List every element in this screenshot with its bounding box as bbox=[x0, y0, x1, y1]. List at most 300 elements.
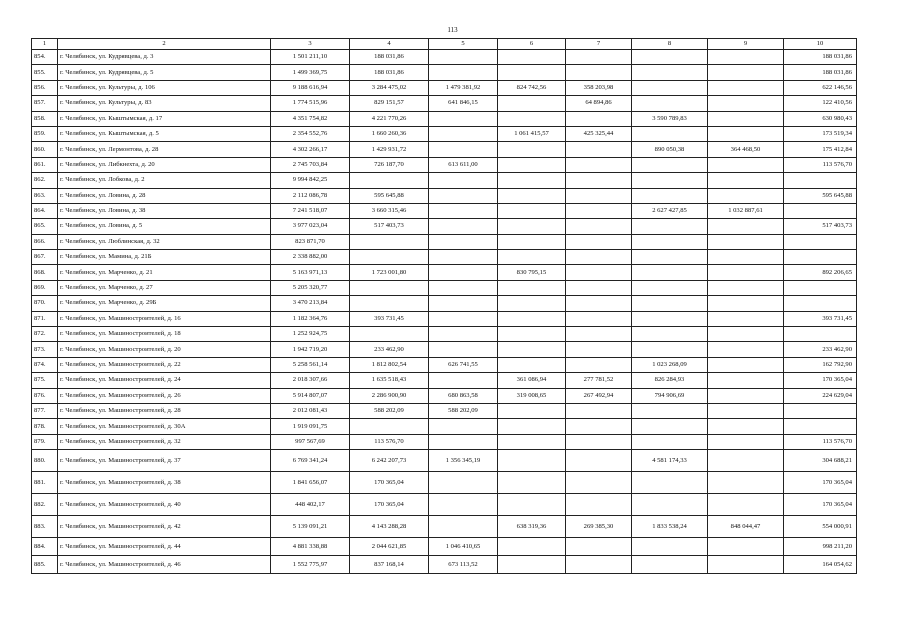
cell-col-6 bbox=[498, 556, 566, 574]
row-number: 857. bbox=[32, 96, 58, 111]
cell-col-3: 1 841 656,07 bbox=[271, 472, 350, 494]
row-number: 865. bbox=[32, 219, 58, 234]
cell-col-10: 393 731,45 bbox=[784, 311, 857, 326]
cell-col-5 bbox=[429, 327, 498, 342]
row-number: 873. bbox=[32, 342, 58, 357]
address-cell: г. Челябинск, ул. Машиностроителей, д. 18 bbox=[58, 327, 271, 342]
cell-col-4 bbox=[350, 419, 429, 434]
row-number: 884. bbox=[32, 538, 58, 556]
address-cell: г. Челябинск, ул. Машиностроителей, д. 20 bbox=[58, 342, 271, 357]
table-row bbox=[32, 219, 857, 234]
table-row bbox=[32, 342, 857, 357]
address-cell: г. Челябинск, ул. Кыштымская, д. 17 bbox=[58, 111, 271, 126]
cell-col-9 bbox=[708, 357, 784, 372]
cell-col-3: 2 354 552,76 bbox=[271, 126, 350, 141]
cell-col-8: 1 023 268,09 bbox=[632, 357, 708, 372]
cell-col-5: 588 202,09 bbox=[429, 403, 498, 418]
cell-col-10: 175 412,84 bbox=[784, 142, 857, 157]
cell-col-9 bbox=[708, 188, 784, 203]
cell-col-7: 269 385,30 bbox=[566, 516, 632, 538]
cell-col-10: 162 792,90 bbox=[784, 357, 857, 372]
cell-col-6 bbox=[498, 296, 566, 311]
table-body bbox=[32, 50, 857, 574]
table-row bbox=[32, 265, 857, 280]
cell-col-8 bbox=[632, 327, 708, 342]
cell-col-8: 2 627 427,85 bbox=[632, 203, 708, 218]
cell-col-7 bbox=[566, 327, 632, 342]
cell-col-4: 393 731,45 bbox=[350, 311, 429, 326]
table-row bbox=[32, 234, 857, 249]
cell-col-8 bbox=[632, 419, 708, 434]
cell-col-8 bbox=[632, 296, 708, 311]
address-cell: г. Челябинск, ул. Машиностроителей, д. 38 bbox=[58, 472, 271, 494]
cell-col-3: 448 402,17 bbox=[271, 494, 350, 516]
row-number: 868. bbox=[32, 265, 58, 280]
cell-col-3: 1 942 719,20 bbox=[271, 342, 350, 357]
address-cell: г. Челябинск, ул. Лобкова, д. 2 bbox=[58, 173, 271, 188]
cell-col-7: 277 781,52 bbox=[566, 373, 632, 388]
cell-col-3: 2 018 307,66 bbox=[271, 373, 350, 388]
address-cell: г. Челябинск, ул. Машиностроителей, д. 40 bbox=[58, 494, 271, 516]
cell-col-5 bbox=[429, 373, 498, 388]
cell-col-9 bbox=[708, 126, 784, 141]
cell-col-4: 1 812 802,54 bbox=[350, 357, 429, 372]
cell-col-10: 188 031,86 bbox=[784, 50, 857, 65]
cell-col-4: 113 576,70 bbox=[350, 434, 429, 449]
cell-col-4: 3 660 315,46 bbox=[350, 203, 429, 218]
table-row bbox=[32, 403, 857, 418]
cell-col-6 bbox=[498, 311, 566, 326]
cell-col-3: 1 774 515,96 bbox=[271, 96, 350, 111]
cell-col-8 bbox=[632, 403, 708, 418]
cell-col-5: 680 863,58 bbox=[429, 388, 498, 403]
table-row bbox=[32, 250, 857, 265]
cell-col-7 bbox=[566, 111, 632, 126]
cell-col-7 bbox=[566, 203, 632, 218]
cell-col-6: 361 086,94 bbox=[498, 373, 566, 388]
cell-col-9 bbox=[708, 311, 784, 326]
cell-col-6 bbox=[498, 173, 566, 188]
address-cell: г. Челябинск, ул. Марченко, д. 29Б bbox=[58, 296, 271, 311]
column-header: 7 bbox=[566, 39, 632, 50]
table-row bbox=[32, 419, 857, 434]
cell-col-10: 517 403,73 bbox=[784, 219, 857, 234]
row-number: 870. bbox=[32, 296, 58, 311]
table-row bbox=[32, 96, 857, 111]
cell-col-7 bbox=[566, 342, 632, 357]
cell-col-4: 188 031,86 bbox=[350, 50, 429, 65]
cell-col-10 bbox=[784, 234, 857, 249]
address-cell: г. Челябинск, ул. Машиностроителей, д. 24 bbox=[58, 373, 271, 388]
cell-col-8 bbox=[632, 434, 708, 449]
page-number: 113 bbox=[447, 26, 458, 34]
cell-col-3: 3 977 023,04 bbox=[271, 219, 350, 234]
address-cell: г. Челябинск, ул. Ловина, д. 5 bbox=[58, 219, 271, 234]
cell-col-4: 170 365,04 bbox=[350, 494, 429, 516]
cell-col-6 bbox=[498, 327, 566, 342]
cell-col-9 bbox=[708, 219, 784, 234]
cell-col-8 bbox=[632, 157, 708, 172]
address-cell: г. Челябинск, ул. Культуры, д. 83 bbox=[58, 96, 271, 111]
cell-col-3: 7 241 518,07 bbox=[271, 203, 350, 218]
cell-col-10 bbox=[784, 403, 857, 418]
cell-col-5 bbox=[429, 219, 498, 234]
cell-col-9 bbox=[708, 472, 784, 494]
cell-col-4: 170 365,04 bbox=[350, 472, 429, 494]
cell-col-10 bbox=[784, 327, 857, 342]
cell-col-8 bbox=[632, 538, 708, 556]
cell-col-6 bbox=[498, 219, 566, 234]
cell-col-10: 595 645,88 bbox=[784, 188, 857, 203]
cell-col-6 bbox=[498, 250, 566, 265]
column-header: 2 bbox=[58, 39, 271, 50]
cell-col-5 bbox=[429, 311, 498, 326]
cell-col-4 bbox=[350, 250, 429, 265]
cell-col-3: 1 552 775,97 bbox=[271, 556, 350, 574]
cell-col-7: 267 492,94 bbox=[566, 388, 632, 403]
cell-col-3: 4 302 266,17 bbox=[271, 142, 350, 157]
cell-col-5 bbox=[429, 234, 498, 249]
row-number: 879. bbox=[32, 434, 58, 449]
table-row bbox=[32, 280, 857, 295]
row-number: 860. bbox=[32, 142, 58, 157]
table-row bbox=[32, 516, 857, 538]
row-number: 878. bbox=[32, 419, 58, 434]
row-number: 874. bbox=[32, 357, 58, 372]
address-cell: г. Челябинск, ул. Марченко, д. 21 bbox=[58, 265, 271, 280]
cell-col-7 bbox=[566, 311, 632, 326]
cell-col-4: 4 143 288,28 bbox=[350, 516, 429, 538]
cell-col-7 bbox=[566, 538, 632, 556]
address-cell: г. Челябинск, ул. Либкнехта, д. 20 bbox=[58, 157, 271, 172]
cell-col-7 bbox=[566, 403, 632, 418]
cell-col-3: 6 769 341,24 bbox=[271, 450, 350, 472]
address-cell: г. Челябинск, ул. Машиностроителей, д. 30А bbox=[58, 419, 271, 434]
address-cell: г. Челябинск, ул. Машиностроителей, д. 22 bbox=[58, 357, 271, 372]
data-table bbox=[31, 38, 857, 574]
cell-col-5: 641 846,15 bbox=[429, 96, 498, 111]
row-number: 876. bbox=[32, 388, 58, 403]
cell-col-9 bbox=[708, 111, 784, 126]
table-row bbox=[32, 434, 857, 449]
table-row bbox=[32, 111, 857, 126]
cell-col-5 bbox=[429, 265, 498, 280]
cell-col-6 bbox=[498, 419, 566, 434]
cell-col-4 bbox=[350, 280, 429, 295]
cell-col-9 bbox=[708, 296, 784, 311]
cell-col-8 bbox=[632, 311, 708, 326]
cell-col-9 bbox=[708, 280, 784, 295]
cell-col-7 bbox=[566, 472, 632, 494]
cell-col-9 bbox=[708, 65, 784, 80]
cell-col-3: 2 112 086,78 bbox=[271, 188, 350, 203]
column-header: 8 bbox=[632, 39, 708, 50]
cell-col-9 bbox=[708, 50, 784, 65]
cell-col-7 bbox=[566, 296, 632, 311]
cell-col-9 bbox=[708, 250, 784, 265]
cell-col-10: 113 576,70 bbox=[784, 434, 857, 449]
cell-col-5 bbox=[429, 111, 498, 126]
cell-col-6 bbox=[498, 234, 566, 249]
row-number: 859. bbox=[32, 126, 58, 141]
cell-col-3: 5 258 561,14 bbox=[271, 357, 350, 372]
row-number: 871. bbox=[32, 311, 58, 326]
column-header: 5 bbox=[429, 39, 498, 50]
cell-col-8: 3 590 789,83 bbox=[632, 111, 708, 126]
cell-col-9 bbox=[708, 538, 784, 556]
row-number: 872. bbox=[32, 327, 58, 342]
row-number: 856. bbox=[32, 80, 58, 95]
cell-col-6: 319 008,65 bbox=[498, 388, 566, 403]
cell-col-6 bbox=[498, 157, 566, 172]
address-cell: г. Челябинск, ул. Марченко, д. 27 bbox=[58, 280, 271, 295]
cell-col-7 bbox=[566, 419, 632, 434]
column-header: 4 bbox=[350, 39, 429, 50]
cell-col-7 bbox=[566, 450, 632, 472]
cell-col-8: 826 284,93 bbox=[632, 373, 708, 388]
cell-col-9: 364 468,50 bbox=[708, 142, 784, 157]
cell-col-8 bbox=[632, 234, 708, 249]
cell-col-8 bbox=[632, 126, 708, 141]
cell-col-7 bbox=[566, 250, 632, 265]
address-cell: г. Челябинск, ул. Культуры, д. 106 bbox=[58, 80, 271, 95]
address-cell: г. Челябинск, ул. Машиностроителей, д. 32 bbox=[58, 434, 271, 449]
cell-col-6 bbox=[498, 50, 566, 65]
cell-col-6 bbox=[498, 472, 566, 494]
cell-col-9 bbox=[708, 373, 784, 388]
cell-col-7 bbox=[566, 188, 632, 203]
cell-col-3: 1 499 369,75 bbox=[271, 65, 350, 80]
cell-col-8 bbox=[632, 494, 708, 516]
cell-col-3: 5 914 807,07 bbox=[271, 388, 350, 403]
table-row bbox=[32, 126, 857, 141]
cell-col-6: 1 061 415,57 bbox=[498, 126, 566, 141]
cell-col-5 bbox=[429, 50, 498, 65]
address-cell: г. Челябинск, ул. Кыштымская, д. 5 bbox=[58, 126, 271, 141]
cell-col-8 bbox=[632, 188, 708, 203]
column-header: 3 bbox=[271, 39, 350, 50]
cell-col-10 bbox=[784, 203, 857, 218]
cell-col-7 bbox=[566, 357, 632, 372]
cell-col-6 bbox=[498, 111, 566, 126]
cell-col-4 bbox=[350, 296, 429, 311]
cell-col-9 bbox=[708, 403, 784, 418]
table-row bbox=[32, 472, 857, 494]
table-row bbox=[32, 142, 857, 157]
table-row bbox=[32, 538, 857, 556]
address-cell: г. Челябинск, ул. Машиностроителей, д. 42 bbox=[58, 516, 271, 538]
cell-col-7 bbox=[566, 157, 632, 172]
column-header: 6 bbox=[498, 39, 566, 50]
cell-col-7 bbox=[566, 280, 632, 295]
cell-col-10 bbox=[784, 419, 857, 434]
cell-col-5 bbox=[429, 173, 498, 188]
cell-col-10: 170 365,04 bbox=[784, 373, 857, 388]
row-number: 882. bbox=[32, 494, 58, 516]
cell-col-8 bbox=[632, 80, 708, 95]
cell-col-9: 1 032 887,61 bbox=[708, 203, 784, 218]
table-row bbox=[32, 556, 857, 574]
cell-col-8: 4 581 174,33 bbox=[632, 450, 708, 472]
address-cell: г. Челябинск, ул. Машиностроителей, д. 37 bbox=[58, 450, 271, 472]
cell-col-5 bbox=[429, 342, 498, 357]
cell-col-10 bbox=[784, 173, 857, 188]
cell-col-3: 823 871,70 bbox=[271, 234, 350, 249]
row-number: 855. bbox=[32, 65, 58, 80]
cell-col-3: 5 139 091,21 bbox=[271, 516, 350, 538]
row-number: 875. bbox=[32, 373, 58, 388]
table-row bbox=[32, 296, 857, 311]
cell-col-5: 1 046 410,65 bbox=[429, 538, 498, 556]
cell-col-4: 1 660 260,36 bbox=[350, 126, 429, 141]
cell-col-7 bbox=[566, 265, 632, 280]
cell-col-3: 2 338 882,00 bbox=[271, 250, 350, 265]
cell-col-5 bbox=[429, 296, 498, 311]
address-cell: г. Челябинск, ул. Машиностроителей, д. 44 bbox=[58, 538, 271, 556]
cell-col-6 bbox=[498, 142, 566, 157]
row-number: 864. bbox=[32, 203, 58, 218]
address-cell: г. Челябинск, ул. Мамина, д. 21Б bbox=[58, 250, 271, 265]
cell-col-5: 1 356 345,19 bbox=[429, 450, 498, 472]
row-number: 885. bbox=[32, 556, 58, 574]
cell-col-10 bbox=[784, 280, 857, 295]
cell-col-6: 824 742,56 bbox=[498, 80, 566, 95]
cell-col-4: 837 168,14 bbox=[350, 556, 429, 574]
address-cell: г. Челябинск, ул. Лермонтова, д. 28 bbox=[58, 142, 271, 157]
cell-col-10: 224 629,04 bbox=[784, 388, 857, 403]
cell-col-9 bbox=[708, 157, 784, 172]
cell-col-10: 122 410,56 bbox=[784, 96, 857, 111]
cell-col-6 bbox=[498, 357, 566, 372]
cell-col-3: 4 881 338,88 bbox=[271, 538, 350, 556]
cell-col-6 bbox=[498, 494, 566, 516]
row-number: 869. bbox=[32, 280, 58, 295]
cell-col-10: 554 000,91 bbox=[784, 516, 857, 538]
table-row bbox=[32, 203, 857, 218]
cell-col-7 bbox=[566, 173, 632, 188]
cell-col-5 bbox=[429, 419, 498, 434]
row-number: 858. bbox=[32, 111, 58, 126]
table-row bbox=[32, 388, 857, 403]
row-number: 866. bbox=[32, 234, 58, 249]
cell-col-4: 188 031,86 bbox=[350, 65, 429, 80]
table-row bbox=[32, 80, 857, 95]
cell-col-5 bbox=[429, 65, 498, 80]
cell-col-4: 4 221 770,26 bbox=[350, 111, 429, 126]
cell-col-5 bbox=[429, 472, 498, 494]
cell-col-3: 5 205 320,77 bbox=[271, 280, 350, 295]
cell-col-3: 1 182 364,76 bbox=[271, 311, 350, 326]
cell-col-5: 626 741,55 bbox=[429, 357, 498, 372]
cell-col-9 bbox=[708, 419, 784, 434]
row-number: 861. bbox=[32, 157, 58, 172]
cell-col-4: 2 044 621,85 bbox=[350, 538, 429, 556]
cell-col-9 bbox=[708, 494, 784, 516]
cell-col-4: 517 403,73 bbox=[350, 219, 429, 234]
table-row bbox=[32, 188, 857, 203]
address-cell: г. Челябинск, ул. Машиностроителей, д. 26 bbox=[58, 388, 271, 403]
cell-col-4: 1 635 518,43 bbox=[350, 373, 429, 388]
cell-col-9: 848 044,47 bbox=[708, 516, 784, 538]
cell-col-3: 2 745 703,84 bbox=[271, 157, 350, 172]
cell-col-8 bbox=[632, 556, 708, 574]
row-number: 881. bbox=[32, 472, 58, 494]
cell-col-10: 170 365,04 bbox=[784, 494, 857, 516]
cell-col-8: 794 906,69 bbox=[632, 388, 708, 403]
cell-col-8 bbox=[632, 219, 708, 234]
cell-col-3: 1 919 091,75 bbox=[271, 419, 350, 434]
cell-col-6 bbox=[498, 65, 566, 80]
cell-col-4 bbox=[350, 234, 429, 249]
table-row bbox=[32, 327, 857, 342]
cell-col-4: 588 202,09 bbox=[350, 403, 429, 418]
column-header: 1 bbox=[32, 39, 58, 50]
cell-col-5: 673 113,52 bbox=[429, 556, 498, 574]
table-row bbox=[32, 173, 857, 188]
cell-col-6 bbox=[498, 96, 566, 111]
address-cell: г. Челябинск, ул. Машиностроителей, д. 46 bbox=[58, 556, 271, 574]
address-cell: г. Челябинск, ул. Ловина, д. 38 bbox=[58, 203, 271, 218]
cell-col-5: 613 611,00 bbox=[429, 157, 498, 172]
cell-col-9 bbox=[708, 265, 784, 280]
cell-col-4: 1 723 001,80 bbox=[350, 265, 429, 280]
cell-col-4: 595 645,88 bbox=[350, 188, 429, 203]
cell-col-5 bbox=[429, 494, 498, 516]
cell-col-3: 997 567,69 bbox=[271, 434, 350, 449]
cell-col-8 bbox=[632, 65, 708, 80]
cell-col-6 bbox=[498, 403, 566, 418]
cell-col-7 bbox=[566, 556, 632, 574]
cell-col-6 bbox=[498, 203, 566, 218]
cell-col-6 bbox=[498, 434, 566, 449]
address-cell: г. Челябинск, ул. Люблинская, д. 32 bbox=[58, 234, 271, 249]
cell-col-10: 630 980,43 bbox=[784, 111, 857, 126]
cell-col-7: 64 894,86 bbox=[566, 96, 632, 111]
cell-col-6 bbox=[498, 538, 566, 556]
cell-col-9 bbox=[708, 80, 784, 95]
cell-col-7 bbox=[566, 50, 632, 65]
cell-col-4: 6 242 207,73 bbox=[350, 450, 429, 472]
cell-col-7: 425 325,44 bbox=[566, 126, 632, 141]
cell-col-3: 2 012 081,43 bbox=[271, 403, 350, 418]
row-number: 867. bbox=[32, 250, 58, 265]
cell-col-10: 233 462,90 bbox=[784, 342, 857, 357]
address-cell: г. Челябинск, ул. Кудрявцева, д. 5 bbox=[58, 65, 271, 80]
cell-col-6 bbox=[498, 280, 566, 295]
cell-col-7 bbox=[566, 142, 632, 157]
address-cell: г. Челябинск, ул. Кудрявцева, д. 3 bbox=[58, 50, 271, 65]
table-row bbox=[32, 311, 857, 326]
address-cell: г. Челябинск, ул. Машиностроителей, д. 28 bbox=[58, 403, 271, 418]
cell-col-3: 3 470 213,84 bbox=[271, 296, 350, 311]
cell-col-9 bbox=[708, 342, 784, 357]
cell-col-8 bbox=[632, 472, 708, 494]
cell-col-4: 829 151,57 bbox=[350, 96, 429, 111]
cell-col-5 bbox=[429, 250, 498, 265]
cell-col-9 bbox=[708, 234, 784, 249]
cell-col-7: 358 203,98 bbox=[566, 80, 632, 95]
cell-col-10 bbox=[784, 250, 857, 265]
cell-col-10: 170 365,04 bbox=[784, 472, 857, 494]
cell-col-10: 304 688,21 bbox=[784, 450, 857, 472]
cell-col-6 bbox=[498, 342, 566, 357]
cell-col-7 bbox=[566, 65, 632, 80]
row-number: 880. bbox=[32, 450, 58, 472]
cell-col-4: 2 286 900,90 bbox=[350, 388, 429, 403]
cell-col-3: 9 994 842,25 bbox=[271, 173, 350, 188]
cell-col-10: 998 211,20 bbox=[784, 538, 857, 556]
cell-col-8: 1 833 538,24 bbox=[632, 516, 708, 538]
